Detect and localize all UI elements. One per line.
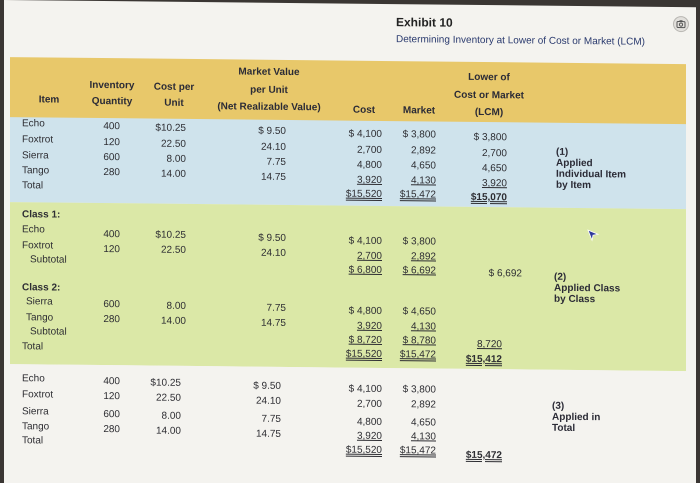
s2-item-foxtrot: Foxtrot [22, 240, 54, 252]
s3-cost-per: 22.50 [155, 392, 181, 404]
s3-cost-per: 14.00 [155, 425, 181, 437]
s1-mkt-per: 14.75 [260, 171, 286, 183]
s2-mkt-per: 14.75 [260, 317, 286, 329]
s1-item-echo: Echo [22, 118, 45, 130]
s2-mkt-per: 7.75 [266, 302, 286, 314]
s2-cost-per: 22.50 [160, 244, 186, 256]
s3-cost: 2,700 [356, 398, 382, 410]
s1-cost: 2,700 [356, 144, 382, 156]
s1-cost-per: 22.50 [160, 138, 186, 150]
s3-note-line: Applied in [552, 411, 601, 424]
s1-cost-per: 8.00 [166, 153, 186, 165]
s1-lcm: 3,920 [481, 178, 507, 190]
s3-cost: 3,920 [356, 430, 382, 442]
s2-cost-subtotal: $ 6,800 [348, 264, 382, 276]
s3-cost: 4,800 [356, 416, 382, 428]
s1-note-line: Applied [556, 157, 593, 170]
s3-market-total: $15,472 [399, 445, 436, 457]
s3-market: $ 3,800 [402, 384, 436, 396]
s2-cost-per: 8.00 [166, 300, 186, 312]
s1-item-total: Total [22, 180, 44, 192]
s3-market: 2,892 [410, 399, 436, 411]
s2-qty: 120 [103, 244, 120, 256]
s1-cost-per: 14.00 [160, 168, 186, 180]
s1-cost: 4,800 [356, 159, 382, 171]
s2-note-line: Applied Class [554, 282, 621, 295]
s2-cost: $ 4,800 [348, 305, 382, 317]
s1-market: 2,892 [410, 145, 436, 157]
s3-lcm-total: $15,472 [465, 449, 502, 462]
s2-note-line: by Class [554, 293, 596, 306]
s2-item-echo: Echo [22, 224, 45, 236]
header-lcm: (LCM) [474, 106, 504, 119]
s1-mkt-per: 24.10 [260, 141, 286, 153]
s2-cost-subtotal: $ 8,720 [348, 334, 382, 346]
s2-market: 4,130 [410, 321, 436, 333]
header-market-value: Market Value [238, 66, 300, 79]
s2-cost: 3,920 [356, 320, 382, 332]
s2-cost-per: $10.25 [155, 229, 186, 241]
s2-mkt-per: $ 9.50 [258, 232, 286, 244]
s3-qty: 280 [103, 424, 120, 436]
header-market: Market [402, 105, 436, 117]
s3-item-sierra: Sierra [22, 406, 49, 418]
s1-qty: 600 [103, 152, 120, 164]
s3-note-number: (3) [552, 400, 565, 412]
s3-note-line: Total [552, 422, 576, 434]
s2-qty: 600 [103, 299, 120, 311]
s2-class1-lcm: $ 6,692 [488, 268, 522, 280]
header-cost: Cost [352, 104, 376, 116]
s3-mkt-per: 7.75 [261, 413, 281, 425]
exhibit-subtitle: Determining Inventory at Lower of Cost or Market (LCM) [396, 34, 645, 48]
s3-mkt-per: 24.10 [255, 395, 281, 407]
s2-item-tango: Tango [26, 312, 54, 324]
s1-market: 4,650 [410, 160, 436, 172]
s1-cost: $ 4,100 [348, 128, 382, 140]
s1-lcm: $ 3,800 [473, 131, 507, 144]
s1-item-foxtrot: Foxtrot [22, 134, 54, 146]
exhibit-title: Exhibit 10 [396, 15, 453, 30]
s3-item-total: Total [22, 435, 44, 447]
s1-note-line: Individual Item [556, 168, 627, 181]
header-item: Item [38, 94, 60, 106]
s2-qty: 280 [103, 314, 120, 326]
s3-qty: 120 [103, 391, 120, 403]
s1-market: 4,130 [410, 175, 436, 187]
s2-class2-lcm: 8,720 [476, 338, 502, 351]
s1-qty: 280 [103, 167, 120, 179]
s3-item-tango: Tango [22, 421, 50, 433]
s1-lcm-total: $15,070 [470, 191, 507, 204]
s2-class1-subtotal: Subtotal [30, 254, 67, 266]
s3-market: 4,650 [410, 417, 436, 429]
s1-note-line: by Item [556, 179, 592, 192]
s3-item-echo: Echo [22, 373, 45, 385]
s2-market: $ 3,800 [402, 236, 436, 248]
s1-cost-total: $15,520 [345, 188, 382, 200]
s3-cost-total: $15,520 [345, 444, 382, 456]
s1-item-tango: Tango [22, 165, 50, 177]
s2-market-subtotal: $ 6,692 [402, 265, 436, 277]
s2-cost: 2,700 [356, 250, 382, 262]
header-lower-of: Lower of [468, 71, 510, 84]
s3-cost-per: $10.25 [150, 377, 181, 389]
s2-item-sierra: Sierra [26, 296, 53, 308]
s2-class1-label: Class 1: [22, 209, 61, 221]
s1-mkt-per: 7.75 [266, 156, 286, 168]
s2-market-subtotal: $ 8,780 [402, 335, 436, 347]
s1-mkt-per: $ 9.50 [258, 125, 286, 137]
header-net-realizable: (Net Realizable Value) [217, 101, 321, 114]
s1-qty: 400 [103, 121, 120, 133]
s2-market-total: $15,472 [399, 349, 436, 361]
header-cost-per: Cost per [153, 81, 195, 93]
s3-market: 4,130 [410, 431, 436, 443]
s1-cost-per: $10.25 [155, 122, 186, 134]
header-cost-or-market: Cost or Market [453, 89, 524, 102]
s3-item-foxtrot: Foxtrot [22, 389, 54, 401]
s1-item-sierra: Sierra [22, 150, 49, 162]
s2-class2-subtotal: Subtotal [30, 326, 67, 338]
s3-mkt-per: 14.75 [255, 428, 281, 440]
header-per-unit: per Unit [250, 84, 288, 96]
s1-lcm: 2,700 [481, 148, 507, 160]
s3-qty: 400 [103, 376, 120, 388]
s1-qty: 120 [103, 137, 120, 149]
s2-market: 2,892 [410, 251, 436, 263]
s2-cost: $ 4,100 [348, 235, 382, 247]
exhibit-sheet [4, 0, 696, 483]
s3-qty: 600 [103, 409, 120, 421]
s1-market-total: $15,472 [399, 189, 436, 201]
s2-cost-per: 14.00 [160, 315, 186, 327]
s3-mkt-per: $ 9.50 [253, 380, 281, 392]
s2-lcm-total: $15,412 [465, 353, 502, 366]
s1-note-number: (1) [556, 146, 569, 158]
header-quantity: Quantity [91, 95, 133, 108]
screenshot-icon[interactable] [673, 16, 689, 32]
header-unit: Unit [164, 97, 184, 109]
s3-cost: $ 4,100 [348, 383, 382, 395]
s2-qty: 400 [103, 229, 120, 241]
s2-market: $ 4,650 [402, 306, 436, 318]
s2-note-number: (2) [554, 271, 567, 283]
mouse-cursor-icon [586, 228, 600, 247]
s2-total: Total [22, 341, 44, 353]
s1-lcm: 4,650 [481, 163, 507, 175]
s2-mkt-per: 24.10 [260, 247, 286, 259]
s1-market: $ 3,800 [402, 129, 436, 141]
s2-cost-total: $15,520 [345, 348, 382, 360]
s2-class2-label: Class 2: [22, 282, 61, 294]
s3-cost-per: 8.00 [161, 410, 181, 422]
header-inventory: Inventory [89, 79, 135, 92]
s1-cost: 3,920 [356, 174, 382, 186]
